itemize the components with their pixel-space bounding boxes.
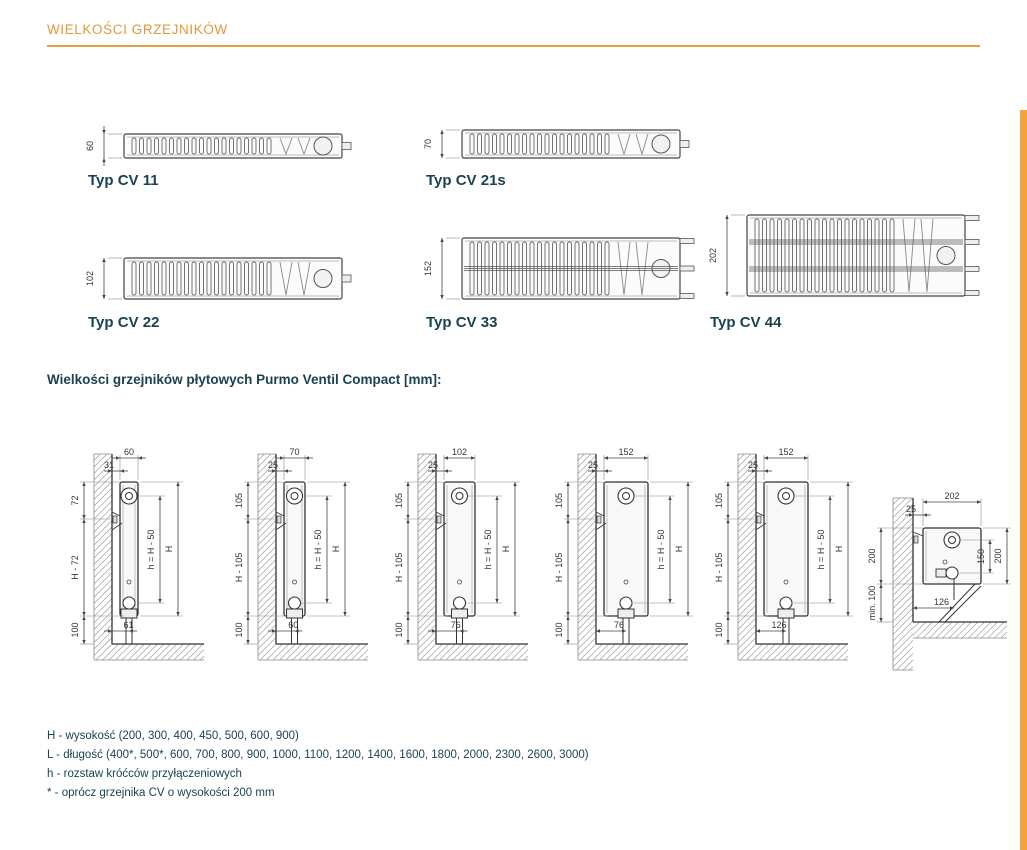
dimension-label: H - 105 (394, 552, 404, 583)
dimension-label: H (674, 545, 684, 553)
note-pipe-spacing: h - rozstaw króćców przyłączeniowych (47, 768, 242, 780)
radiator-body (423, 130, 689, 158)
note-asterisk: * - oprócz grzejnika CV o wysokości 200 mm (47, 787, 275, 799)
dimension-label: 152 (618, 447, 634, 457)
section-heading: Wielkości grzejników płytowych Purmo Ventil Compact [mm]: (47, 372, 442, 387)
side-view-cv11 (36, 424, 211, 679)
side-view-drawing (70, 447, 204, 660)
dimension-label: 60 (85, 140, 95, 152)
dimension-label: h = H - 50 (483, 529, 493, 570)
dimension-label: H - 72 (70, 555, 80, 580)
radiator-top-view-cv21s (418, 122, 708, 166)
dimension-label: H - 105 (234, 552, 244, 583)
dimension-label: 152 (423, 260, 433, 277)
low-view-drawing (867, 491, 1011, 670)
dimension-label: 200 (993, 548, 1003, 564)
legend-notes (47, 727, 589, 803)
radiator-top-view-cv11 (80, 126, 370, 166)
side-view-cv44 (680, 424, 855, 679)
dimension-label: 76 (450, 620, 461, 630)
dimension-label: 102 (85, 270, 95, 287)
type-label-cv44: Typ CV 44 (710, 314, 782, 331)
dimension-label: min. 100 (867, 585, 877, 621)
low-radiator-side-view (835, 470, 1020, 685)
side-view-cv21s (200, 424, 375, 679)
dimension-label: H - 105 (714, 552, 724, 583)
side-view-drawing (394, 447, 528, 660)
radiator-body (423, 238, 694, 299)
type-label-cv21s: Typ CV 21s (426, 172, 506, 189)
note-length: L - długość (400*, 500*, 600, 700, 800, 900, 1000, 1100, 1200, 1400, 1600, 1800, 2000, 2300, 2600, 3000) (47, 749, 589, 761)
side-view-cv22 (360, 424, 535, 679)
dimension-label: 60 (123, 447, 135, 457)
dimension-label: H (164, 545, 174, 553)
dimension-label: 76 (613, 620, 625, 630)
radiator-top-view-cv22 (80, 250, 370, 307)
dimension-label: 25 (267, 460, 279, 470)
dimension-label: 152 (778, 447, 794, 457)
dimension-label: 25 (747, 460, 759, 470)
dimension-label: 70 (423, 138, 433, 150)
dimension-label: 150 (976, 548, 986, 565)
dimension-label: h = H - 50 (656, 529, 666, 570)
dimension-label: 202 (708, 247, 718, 264)
dimension-label: 25 (905, 504, 917, 514)
side-view-drawing (554, 447, 693, 660)
dimension-label: 105 (394, 492, 404, 509)
dimension-label: h = H - 50 (816, 529, 826, 570)
dimension-label: 126 (771, 620, 787, 630)
dimension-label: H (501, 545, 511, 553)
dimension-label: h = H - 50 (146, 529, 156, 570)
dimension-label: 105 (554, 492, 564, 509)
dimension-label: 126 (933, 597, 950, 607)
dimension-label: 60 (288, 620, 299, 630)
side-view-cv33 (520, 424, 695, 679)
dimension-label: H (834, 545, 844, 553)
dimension-label: h = H - 50 (313, 529, 323, 570)
radiator-body (85, 258, 351, 299)
dimension-label: 200 (867, 548, 877, 564)
dimension-label: 202 (944, 491, 960, 501)
radiator-top-view-cv44 (703, 207, 993, 304)
dimension-label: 105 (234, 492, 244, 509)
dimension-label: 100 (554, 622, 564, 638)
side-view-drawing (234, 447, 368, 660)
dimension-label: H - 105 (554, 552, 564, 583)
dimension-label: 31 (103, 460, 115, 470)
note-height: H - wysokość (200, 300, 400, 450, 500, 600, 900) (47, 730, 299, 742)
radiator-body (85, 126, 351, 166)
side-view-drawing (714, 447, 853, 660)
dimension-label: 70 (289, 447, 300, 457)
dimension-label: 100 (70, 622, 80, 638)
dimension-label: 102 (451, 447, 468, 457)
radiator-body (708, 215, 979, 296)
dimension-label: 100 (234, 622, 244, 638)
radiator-top-view-cv33 (418, 230, 708, 307)
dimension-label: 72 (70, 495, 80, 506)
dimension-label: 25 (587, 460, 599, 470)
dimension-label: 100 (714, 622, 724, 638)
page-title: WIELKOŚCI GRZEJNIKÓW (47, 22, 228, 37)
dimension-label: 25 (427, 460, 439, 470)
dimension-label: 100 (394, 622, 404, 638)
accent-stripe (1020, 110, 1027, 850)
header-rule (47, 45, 980, 47)
type-label-cv22: Typ CV 22 (88, 314, 160, 331)
dimension-label: 105 (714, 492, 724, 509)
dimension-label: 61 (123, 620, 134, 630)
type-label-cv11: Typ CV 11 (88, 172, 159, 189)
dimension-label: H (331, 545, 341, 553)
type-label-cv33: Typ CV 33 (426, 314, 498, 331)
